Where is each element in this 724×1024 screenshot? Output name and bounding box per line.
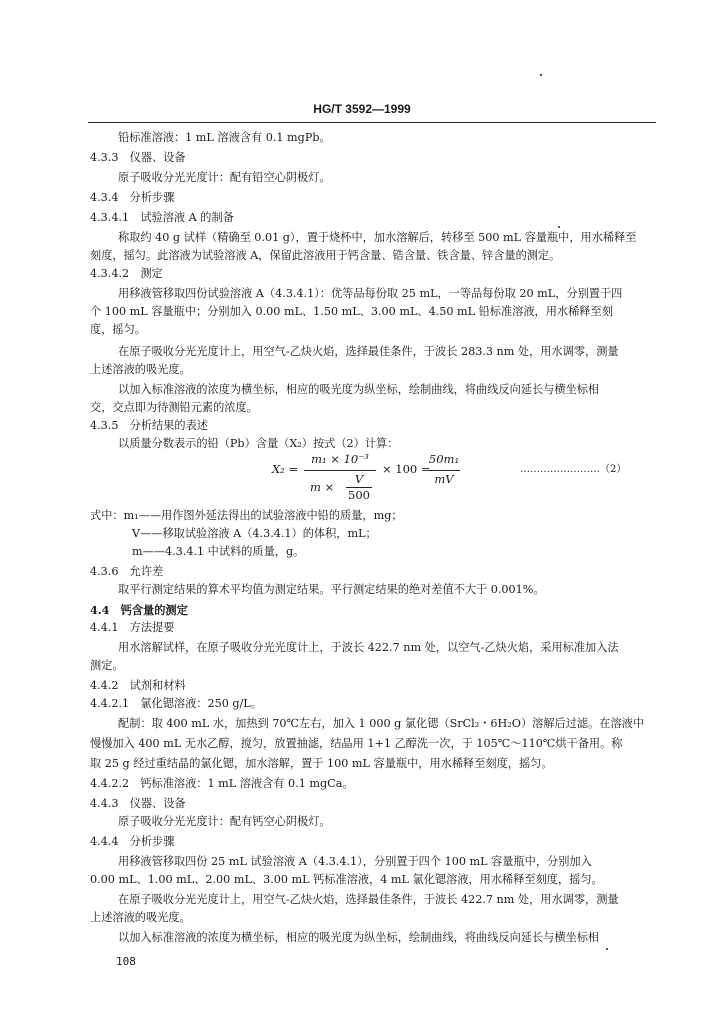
section-heading: 4.3.4.2 测定: [90, 267, 163, 280]
scan-speck: [540, 74, 542, 76]
text-line: 用移液管移取四份试验溶液 A（4.3.4.1）：优等品每份取 25 mL，一等品每份取 20 mL，分别置于四: [118, 287, 623, 300]
text-line: 原子吸收分光光度计：配有铅空心阴极灯。: [118, 171, 331, 184]
text-line: 在原子吸收分光光度计上，用空气-乙炔火焰，选择最佳条件，于波长 283.3 nm 处，用水调零，测量: [118, 345, 619, 358]
section-heading: 4.4.2.1 氯化锶溶液：250 g/L。: [90, 697, 262, 710]
where-clause: m——4.3.4.1 中试料的质量，g。: [132, 545, 305, 558]
text-line: 上述溶液的吸光度。: [90, 363, 191, 376]
scan-speck: [606, 948, 608, 950]
section-heading: 4.4.4 分析步骤: [90, 835, 175, 848]
section-heading: 4.3.6 允许差: [90, 565, 164, 578]
where-clause: 式中：m₁——用作图外延法得出的试验溶液中铅的质量，mg；: [90, 509, 403, 522]
fraction-bar-2: [428, 470, 460, 471]
text-line: 以质量分数表示的铅（Pb）含量（X₂）按式（2）计算：: [118, 437, 399, 450]
text-line: 称取约 40 g 试样（精确至 0.01 g），置于烧杯中，加水溶解后，转移至 500 mL 容量瓶中，用水稀释至: [118, 231, 637, 244]
section-heading: 4.3.4.1 试验溶液 A 的制备: [90, 211, 234, 224]
text-line: 取 25 g 经过重结晶的氯化锶，加水溶解，置于 100 mL 容量瓶中，用水稀释至刻度，摇匀。: [90, 757, 553, 770]
text-line: 原子吸收分光光度计：配有钙空心阴极灯。: [118, 815, 331, 828]
text-line: 上述溶液的吸光度。: [90, 911, 191, 924]
text-line: 取平行测定结果的算术平均值为测定结果。平行测定结果的绝对差值不大于 0.001%。: [118, 583, 545, 596]
text-line: 用水溶解试样，在原子吸收分光光度计上，于波长 422.7 nm 处，以空气-乙炔火焰，采用标准加入法: [118, 641, 619, 654]
text-line: 度，摇匀。: [90, 323, 146, 336]
section-heading: 4.4.2 试剂和材料: [90, 679, 186, 692]
scan-speck: [558, 226, 560, 228]
text-line: 测定。: [90, 659, 124, 672]
text-line: 刻度，摇匀。此溶液为试验溶液 A，保留此溶液用于钙含量、锆含量、铁含量、锌含量的测定。: [90, 249, 561, 262]
formula-numerator-2: 50m₁: [428, 452, 460, 466]
formula-denominator-1a: m ×: [310, 480, 335, 494]
formula-times-100: × 100 =: [382, 462, 431, 476]
formula-numerator-1: m₁ × 10⁻³: [311, 452, 369, 466]
section-heading: 4.4.1 方法提要: [90, 621, 175, 634]
text-line: 0.00 mL、1.00 mL、2.00 mL、3.00 mL 钙标准溶液，4 mL 氯化锶溶液，用水稀释至刻度，摇匀。: [90, 873, 603, 886]
section-heading: 4.3.3 仪器、设备: [90, 151, 186, 164]
text-line: 在原子吸收分光光度计上，用空气-乙炔火焰，选择最佳条件，于波长 422.7 nm 处，用水调零，测量: [118, 893, 619, 906]
formula-inner-numerator: V: [354, 472, 364, 486]
standard-code-header: HG/T 3592—1999: [313, 102, 411, 116]
fraction-bar-1: [304, 470, 376, 471]
section-heading: 4.3.5 分析结果的表述: [90, 419, 208, 432]
text-line: 配制：取 400 mL 水，加热到 70℃左右，加入 1 000 g 氯化锶（SrCl₂・6H₂O）溶解后过滤。在溶液中: [118, 717, 645, 730]
section-heading: 4.4.3 仪器、设备: [90, 797, 186, 810]
formula-denominator-2: mV: [434, 472, 454, 486]
section-heading: 4.3.4 分析步骤: [90, 191, 175, 204]
page-number: 108: [116, 955, 136, 968]
text-line: 交，交点即为待测铅元素的浓度。: [90, 401, 258, 414]
formula-inner-denominator: 500: [348, 488, 370, 502]
formula-lhs: X₂ =: [272, 462, 299, 476]
text-line: 以加入标准溶液的浓度为横坐标，相应的吸光度为纵坐标，绘制曲线，将曲线反向延长与横坐标相: [118, 383, 600, 396]
where-clause: V——移取试验溶液 A（4.3.4.1）的体积，mL；: [132, 527, 377, 540]
formula-reference: ……………………（2）: [520, 464, 627, 475]
text-line: 个 100 mL 容量瓶中；分别加入 0.00 mL、1.50 mL、3.00 mL、4.50 mL 铅标准溶液，用水稀释至刻: [90, 305, 613, 318]
text-line: 用移液管移取四份 25 mL 试验溶液 A（4.3.4.1），分别置于四个 100 mL 容量瓶中，分别加入: [118, 855, 592, 868]
section-heading: 4.4.2.2 钙标准溶液：1 mL 溶液含有 0.1 mgCa。: [90, 777, 354, 790]
text-line: 以加入标准溶液的浓度为横坐标，相应的吸光度为纵坐标，绘制曲线，将曲线反向延长与横坐标相: [118, 931, 600, 944]
header-rule: [88, 122, 656, 123]
section-heading: 4.4 钙含量的测定: [90, 603, 188, 617]
text-line: 慢慢加入 400 mL 无水乙醇，搅匀，放置抽滤，结晶用 1+1 乙醇洗一次，于 105℃～110℃烘干备用。称: [90, 737, 623, 750]
text-line: 铅标准溶液：1 mL 溶液含有 0.1 mgPb。: [118, 131, 331, 144]
